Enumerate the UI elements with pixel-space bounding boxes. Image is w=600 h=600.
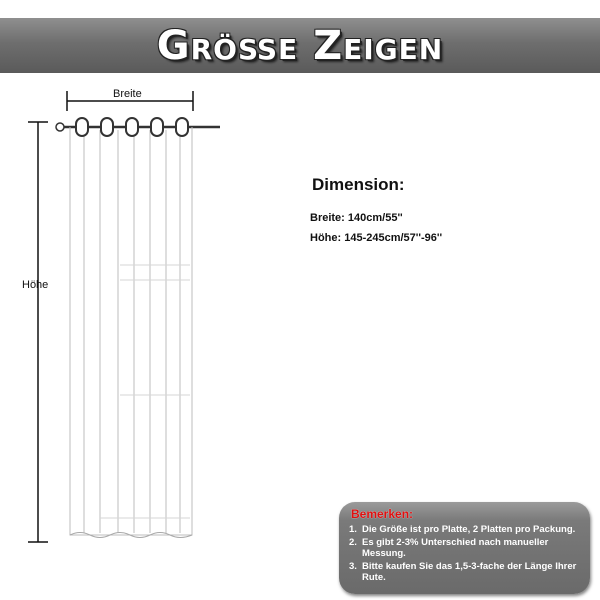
width-label: Breite <box>113 88 142 100</box>
dimension-title: Dimension: <box>312 175 405 194</box>
note-text: Es gibt 2-3% Unterschied nach manueller Messung. <box>362 537 549 559</box>
note-number: 3. <box>349 561 357 572</box>
note-item <box>349 561 585 583</box>
notes-list <box>349 524 585 585</box>
banner-title: Größe Zeigen <box>156 22 444 69</box>
note-number: 1. <box>349 524 357 535</box>
height-measure-line <box>28 122 48 542</box>
note-number: 2. <box>349 537 357 548</box>
curtain-panel <box>70 127 192 538</box>
notes-title: Bemerken: <box>351 507 414 521</box>
note-item <box>349 524 585 535</box>
note-item <box>349 537 585 559</box>
note-text: Bitte kaufen Sie das 1,5-3-fache der Länge Ihrer Rute. <box>362 561 577 583</box>
width-spec: Breite: 140cm/55'' <box>310 212 403 224</box>
notes-box <box>339 502 590 594</box>
note-text: Die Größe ist pro Platte, 2 Platten pro Packung. <box>362 524 576 535</box>
height-spec: Höhe: 145-245cm/57''-96'' <box>310 232 443 244</box>
height-label: Höhe <box>22 279 49 291</box>
